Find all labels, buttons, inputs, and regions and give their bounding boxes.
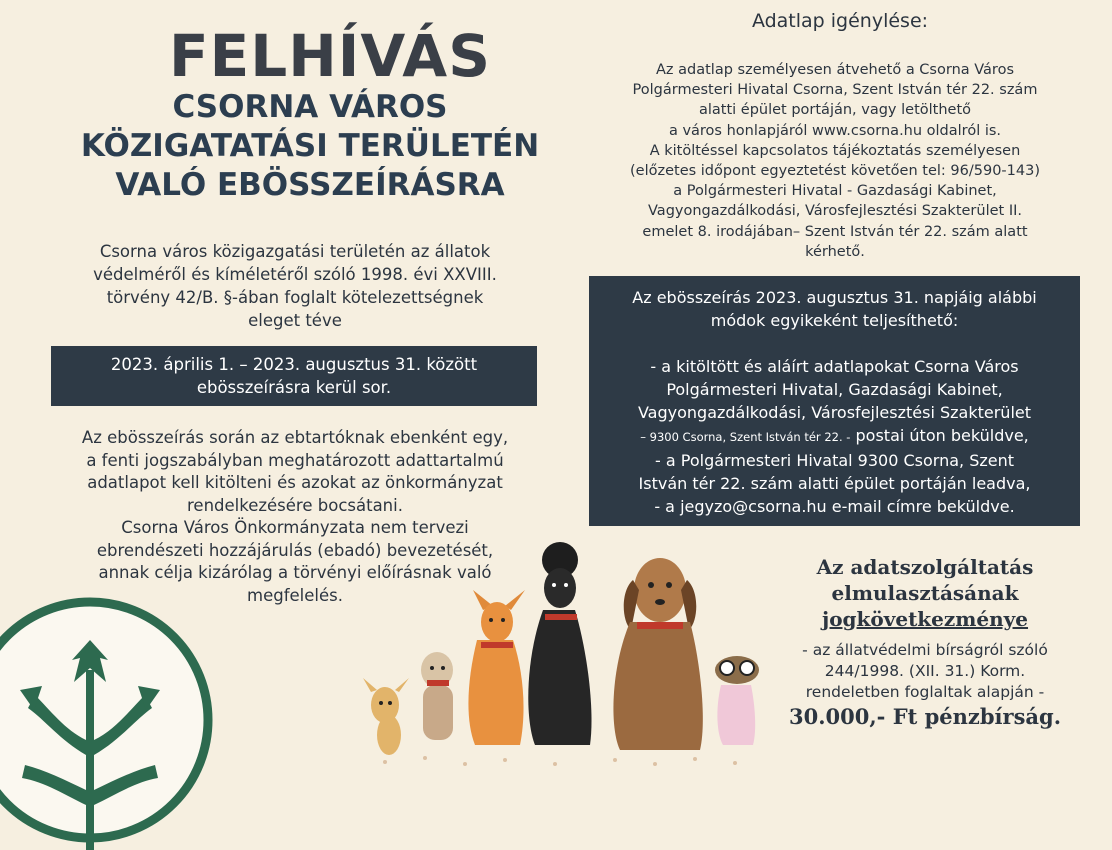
body-line: megfelelés. bbox=[247, 585, 343, 605]
form-request-line: (előzetes időpont egyeztetést követően tel: 96/590-143) bbox=[630, 163, 1040, 180]
consequence-title-line: jogkövetkezménye bbox=[821, 607, 1029, 631]
submission-method-email: - a jegyzo@csorna.hu e-mail címre beküldve. bbox=[654, 497, 1015, 516]
form-request-line: Az adatlap személyesen átvehető a Csorna Város bbox=[656, 62, 1014, 78]
form-request-line: kérhető. bbox=[805, 243, 865, 260]
body-line: annak célja kizárólag a törvényi előírásnak való bbox=[98, 563, 492, 582]
subtitle-line: VALÓ EBÖSSZEÍRÁSRA bbox=[115, 167, 505, 203]
form-request-line: a város honlapjáról www.csorna.hu oldalról is. bbox=[668, 122, 1002, 139]
method-line: - a Polgármesteri Hivatal 9300 Csorna, Szent bbox=[655, 451, 1014, 470]
intro-line: Csorna város közigazgatási területén az állatok bbox=[99, 242, 491, 261]
submission-lead-line: Az ebösszeírás 2023. augusztus 31. napjáig alábbi bbox=[632, 288, 1037, 307]
method-line: - a kitöltött és aláírt adatlapokat Csorna Város bbox=[650, 357, 1019, 376]
date-box-line: ebösszeírásra kerül sor. bbox=[196, 378, 392, 397]
consequence-line: 244/1998. (XII. 31.) Korm. bbox=[824, 662, 1026, 680]
dog-chihuahua bbox=[363, 678, 409, 755]
form-request-line: alatti épület portáján, vagy letölthető bbox=[698, 102, 972, 119]
submission-method-portal bbox=[597, 449, 1072, 495]
dog-brown bbox=[613, 558, 702, 750]
poster-subtitle bbox=[40, 88, 580, 205]
intro-line: eleget téve bbox=[248, 311, 342, 330]
form-request-heading: Adatlap igénylése: bbox=[751, 10, 929, 32]
date-range-box bbox=[51, 346, 537, 406]
method-line: István tér 22. szám alatti épület portáján leadva, bbox=[638, 474, 1031, 493]
form-request-line: Polgármesteri Hivatal Csorna, Szent István tér 22. szám bbox=[632, 82, 1038, 99]
method-line-tail: postai úton beküldve, bbox=[850, 426, 1029, 445]
dog-terrier bbox=[421, 652, 453, 740]
dog-orange bbox=[468, 590, 525, 745]
dog-yorkie bbox=[715, 656, 759, 745]
body-line: rendelkezésére bocsátani. bbox=[187, 495, 403, 515]
form-request-line: Vagyongazdálkodási, Városfejlesztési Szakterület II. bbox=[648, 203, 1022, 220]
consequence-title-line: Az adatszolgáltatás bbox=[816, 555, 1034, 579]
municipal-logo-icon bbox=[0, 590, 220, 850]
body-line: Az ebösszeírás során az ebtartóknak ebenként egy, bbox=[81, 428, 509, 447]
intro-paragraph bbox=[50, 240, 540, 332]
subtitle-line: CSORNA VÁROS bbox=[172, 89, 448, 125]
form-request-line: a Polgármesteri Hivatal - Gazdasági Kabinet, bbox=[673, 183, 997, 200]
intro-line: védelméről és kíméletéről szóló 1998. évi XXVIII. bbox=[93, 265, 497, 284]
consequence-title-line: elmulasztásának bbox=[831, 581, 1019, 605]
submission-methods-box bbox=[589, 276, 1080, 526]
body-line: Csorna Város Önkormányzata nem tervezi bbox=[121, 518, 469, 537]
dog-poodle bbox=[528, 542, 591, 745]
intro-line: törvény 42/B. §-ában foglalt kötelezettségnek bbox=[106, 288, 484, 307]
body-line: a fenti jogszabályban meghatározott adattartalmú bbox=[86, 450, 504, 470]
submission-lead bbox=[597, 286, 1072, 332]
consequence-line: - az állatvédelmi bírságról szóló bbox=[802, 641, 1048, 659]
postal-address: – 9300 Csorna, Szent István tér 22. - bbox=[640, 430, 851, 444]
subtitle-line: KÖZIGATATÁSI TERÜLETÉN bbox=[80, 128, 540, 164]
method-line bbox=[597, 424, 1072, 449]
consequence-text bbox=[770, 640, 1080, 703]
method-line: Vagyongazdálkodási, Városfejlesztési Szakterület bbox=[637, 403, 1032, 422]
fine-amount: 30.000,- Ft pénzbírság. bbox=[788, 704, 1061, 729]
body-line: ebrendészeti hozzájárulás (ebadó) bevezetését, bbox=[96, 540, 494, 560]
submission-method-post bbox=[597, 355, 1072, 449]
method-line: Polgármesteri Hivatal, Gazdasági Kabinet, bbox=[666, 380, 1003, 399]
poster-title: FELHÍVÁS bbox=[169, 22, 491, 90]
submission-lead-line: módok egyikeként teljesíthető: bbox=[710, 311, 959, 330]
body-line: adatlapot kell kitölteni és azokat az önkormányzat bbox=[87, 473, 503, 492]
form-request-paragraph bbox=[585, 60, 1085, 262]
date-box-line: 2023. április 1. – 2023. augusztus 31. között bbox=[110, 355, 478, 374]
consequence-title bbox=[780, 554, 1070, 632]
consequence-line: rendeletben foglaltak alapján - bbox=[805, 683, 1045, 701]
form-request-line: A kitöltéssel kapcsolatos tájékoztatás személyesen bbox=[649, 142, 1021, 159]
dogs-illustration bbox=[355, 530, 775, 770]
form-request-line: emelet 8. irodájában– Szent István tér 22. szám alatt bbox=[642, 223, 1028, 240]
